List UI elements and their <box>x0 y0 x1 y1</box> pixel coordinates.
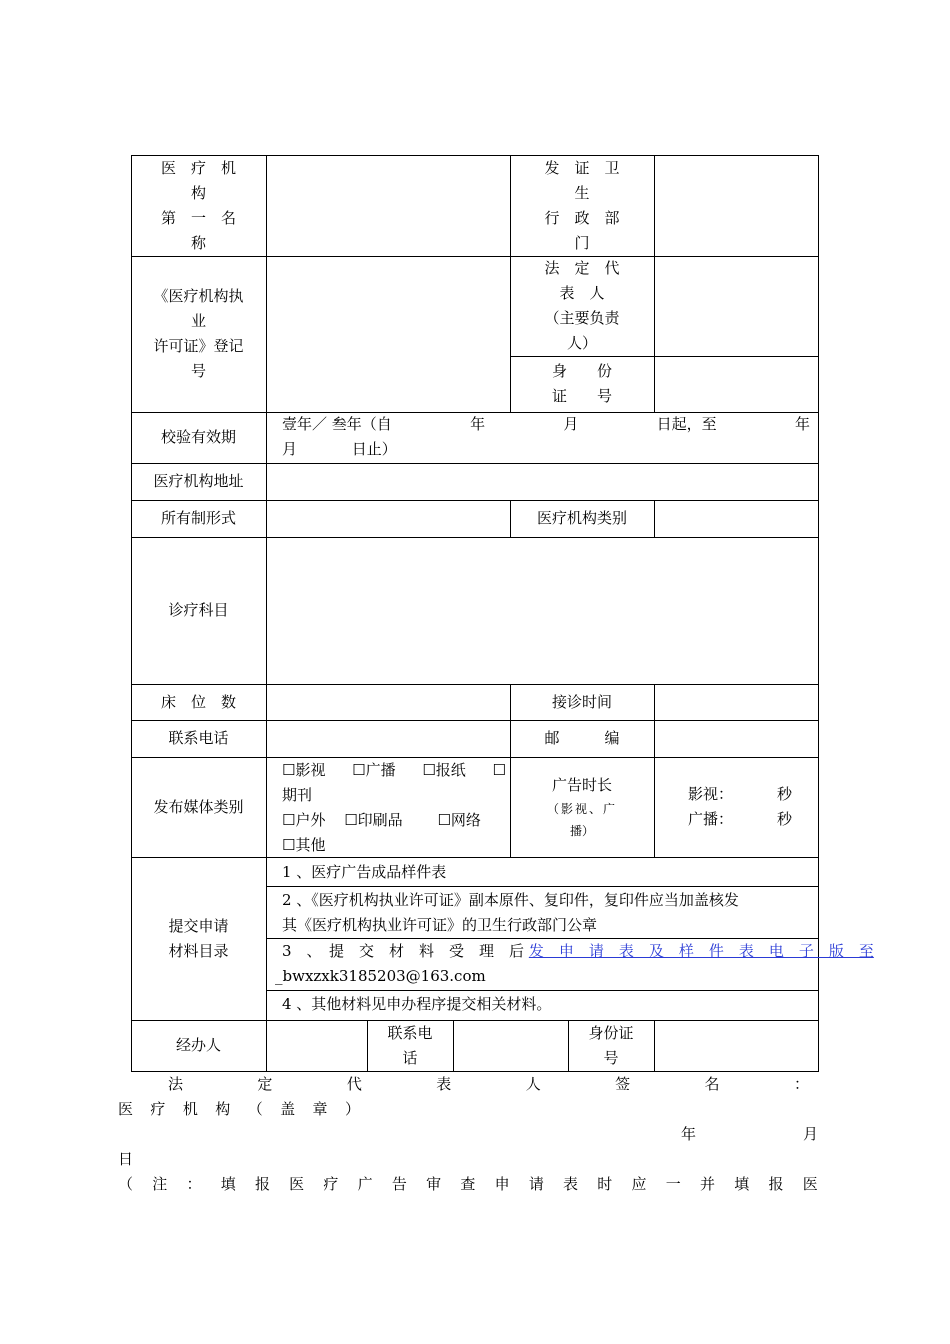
postcode-label <box>510 720 654 757</box>
material-item-2-line2: 其《医疗机构执业许可证》的卫生行政部门公章 <box>282 916 598 934</box>
validity-part: 日起，至 <box>656 415 717 433</box>
material-item-4: 4 、其他材料见申办程序提交相关材料。 <box>282 995 552 1013</box>
label-line: 表 人 <box>559 284 605 302</box>
phone-label <box>131 720 266 757</box>
signature-char: 定 <box>257 1075 273 1093</box>
media-row <box>282 833 506 858</box>
label-text: 邮 编 <box>544 729 620 747</box>
label-line: 号 <box>603 1048 619 1067</box>
date-year: 年 <box>681 1125 697 1143</box>
signature-char: ： <box>793 1075 809 1093</box>
media-row <box>282 783 506 808</box>
validity-part: 月 <box>563 415 579 433</box>
id-no-field[interactable] <box>655 357 818 412</box>
handler-label <box>131 1020 266 1071</box>
seal-char: 机 <box>182 1100 198 1118</box>
media-options <box>282 758 506 858</box>
label-text: 医疗机构类别 <box>536 509 627 527</box>
seal-char: 构 <box>215 1100 231 1118</box>
label-line: 材料目录 <box>168 941 229 960</box>
license-no-field[interactable] <box>267 257 510 412</box>
handler-id-field[interactable] <box>655 1021 818 1071</box>
label-line: 联系电 <box>387 1023 433 1042</box>
date-month: 月 <box>803 1125 819 1143</box>
table-border-right <box>818 155 819 1072</box>
beds-label <box>131 684 266 720</box>
handler-id-label <box>568 1020 654 1071</box>
note-char: 医 <box>802 1175 818 1193</box>
label-text: 医疗机构地址 <box>153 472 244 490</box>
seal-char: 章 <box>312 1100 328 1118</box>
label-line: 许可证》登记 <box>153 337 244 355</box>
label-line: 法 定 代 <box>544 259 620 277</box>
label-text: 经办人 <box>175 1036 221 1054</box>
departments-field[interactable] <box>267 538 818 684</box>
label-text: 床 位 数 <box>160 692 236 711</box>
address-label <box>131 463 266 500</box>
handler-phone-label <box>367 1020 453 1071</box>
note-char: 审 <box>426 1175 442 1193</box>
seconds-unit: 秒 <box>776 785 792 803</box>
material-item-2-line1: 2 、《医疗机构执业许可证》副本原件、复印件，复印件应当加盖核发 <box>282 891 739 909</box>
seal-char: 医 <box>118 1100 134 1118</box>
date-day: 日 <box>118 1150 134 1168</box>
duration-film-label: 影视： <box>688 785 734 803</box>
note-char: 请 <box>528 1175 544 1193</box>
note-char: 并 <box>699 1175 715 1193</box>
material-item-3-line1 <box>282 939 874 964</box>
handler-field[interactable] <box>267 1021 367 1071</box>
label-text: 联系电话 <box>168 729 229 747</box>
media-checkbox-newspaper[interactable]: ☐报纸 <box>422 761 466 779</box>
note-char: 报 <box>254 1175 270 1193</box>
handler-phone-field[interactable] <box>454 1021 568 1071</box>
beds-field[interactable] <box>267 685 510 720</box>
validity-label <box>131 412 266 463</box>
ad-duration-values <box>688 782 792 832</box>
material-item-1: 1 、医疗广告成品样件表 <box>282 863 447 881</box>
validity-part: 年 <box>794 415 810 433</box>
validity-line-1 <box>282 412 810 437</box>
label-line: 构 <box>190 183 206 202</box>
row-divider <box>266 886 819 887</box>
label-line: 身份证 <box>588 1023 634 1042</box>
media-checkbox-print[interactable]: ☐印刷品 <box>344 811 403 829</box>
label-line: 医 疗 机 <box>160 158 236 177</box>
note-char: 应 <box>631 1175 647 1193</box>
label-line: 人） <box>566 334 597 352</box>
label-text: 诊疗科目 <box>168 601 229 619</box>
note-char: 填 <box>220 1175 236 1193</box>
label-line: 门 <box>574 233 590 252</box>
seal-char: ） <box>344 1100 360 1118</box>
label-line: 证 号 <box>551 387 612 405</box>
seconds-unit: 秒 <box>776 810 792 828</box>
label-sub: （影视、广 <box>546 801 617 816</box>
validity-line-2 <box>282 437 397 462</box>
label-text: 广告时长 <box>551 775 612 794</box>
validity-part: 壹年／ 叁年（自 <box>282 415 392 433</box>
note-char: 查 <box>460 1175 476 1193</box>
label-line: 身 份 <box>551 362 612 380</box>
legal-rep-label <box>510 256 654 356</box>
media-periodical-label: 期刊 <box>282 786 313 804</box>
label-line: 提交申请 <box>168 916 229 935</box>
address-field[interactable] <box>267 464 818 500</box>
signature-char: 代 <box>346 1075 362 1093</box>
note-char: （ <box>118 1175 134 1193</box>
seal-char: （ <box>247 1100 263 1118</box>
id-no-label <box>510 356 654 412</box>
media-checkbox-network[interactable]: ☐网络 <box>437 811 481 829</box>
note-char: 告 <box>391 1175 407 1193</box>
label-line: 话 <box>402 1048 418 1067</box>
media-checkbox-outdoor[interactable]: ☐户外 <box>282 811 326 829</box>
legal-rep-field[interactable] <box>655 257 818 356</box>
institution-name-label <box>131 155 266 256</box>
note-char: ： <box>186 1175 202 1193</box>
duration-row-film <box>688 782 792 807</box>
signature-char: 法 <box>168 1075 184 1093</box>
issuing-dept-field[interactable] <box>655 156 818 256</box>
note-char: 医 <box>289 1175 305 1193</box>
label-line: 《医疗机构执 <box>153 287 244 305</box>
seal-line <box>118 1097 360 1122</box>
signature-line <box>168 1072 809 1097</box>
duration-row-broadcast <box>688 807 792 832</box>
media-label <box>131 757 266 857</box>
label-sub: 播） <box>569 823 594 838</box>
phone-field[interactable] <box>267 721 510 757</box>
label-line: 生 <box>574 183 590 202</box>
seal-char: 疗 <box>150 1100 166 1118</box>
reception-time-label <box>510 684 654 720</box>
validity-part: 日止） <box>351 440 397 458</box>
media-row <box>282 808 506 833</box>
media-checkbox-periodical[interactable]: ☐ <box>492 761 506 779</box>
signature-char: 表 <box>436 1075 452 1093</box>
duration-broadcast-label: 广播： <box>688 810 734 828</box>
media-checkbox-broadcast[interactable]: ☐广播 <box>352 761 396 779</box>
ownership-field[interactable] <box>267 501 510 537</box>
issuing-dept-label <box>510 155 654 256</box>
media-checkbox-other[interactable]: ☐其他 <box>282 836 326 854</box>
materials-label <box>131 857 266 1020</box>
signature-char: 签 <box>615 1075 631 1093</box>
validity-part: 月 <box>282 440 298 458</box>
reception-time-field[interactable] <box>655 685 818 720</box>
validity-part: 年 <box>470 415 486 433</box>
departments-label <box>131 537 266 684</box>
category-label <box>510 500 654 537</box>
material-3-prefix: 3 、 提 交 材 料 受 理 后 <box>282 942 525 960</box>
label-text: 接诊时间 <box>551 692 612 711</box>
ownership-label <box>131 500 266 537</box>
label-text: 发布媒体类别 <box>153 797 244 816</box>
institution-name-field[interactable] <box>267 156 510 256</box>
signature-char: 名 <box>704 1075 720 1093</box>
label-text: 所有制形式 <box>160 509 236 527</box>
license-no-label <box>131 256 266 412</box>
label-line: 称 <box>190 233 206 252</box>
note-line <box>118 1172 818 1197</box>
ad-duration-label <box>510 757 654 857</box>
note-char: 疗 <box>323 1175 339 1193</box>
seal-char: 盖 <box>280 1100 296 1118</box>
note-char: 填 <box>734 1175 750 1193</box>
label-line: 业 <box>190 312 206 330</box>
postcode-field[interactable] <box>655 721 818 757</box>
category-field[interactable] <box>655 501 818 537</box>
note-char: 时 <box>597 1175 613 1193</box>
media-checkbox-film[interactable]: ☐影视 <box>282 761 326 779</box>
note-char: 报 <box>768 1175 784 1193</box>
material-3-email[interactable]: _bwxzxk3185203@163.com <box>275 967 486 985</box>
material-3-link[interactable]: 发 申 请 表 及 样 件 表 电 子 版 至 <box>528 942 874 960</box>
note-char: 申 <box>494 1175 510 1193</box>
label-line: （主要负责 <box>544 309 620 327</box>
label-line: 号 <box>190 362 206 380</box>
media-row <box>282 758 506 783</box>
label-text: 校验有效期 <box>160 428 236 446</box>
note-char: 广 <box>357 1175 373 1193</box>
label-line: 发 证 卫 <box>544 158 620 177</box>
note-char: 一 <box>665 1175 681 1193</box>
label-line: 第 一 名 <box>160 208 236 227</box>
note-char: 表 <box>563 1175 579 1193</box>
signature-char: 人 <box>525 1075 541 1093</box>
label-line: 行 政 部 <box>544 208 620 227</box>
note-char: 注 <box>152 1175 168 1193</box>
row-divider <box>266 990 819 991</box>
